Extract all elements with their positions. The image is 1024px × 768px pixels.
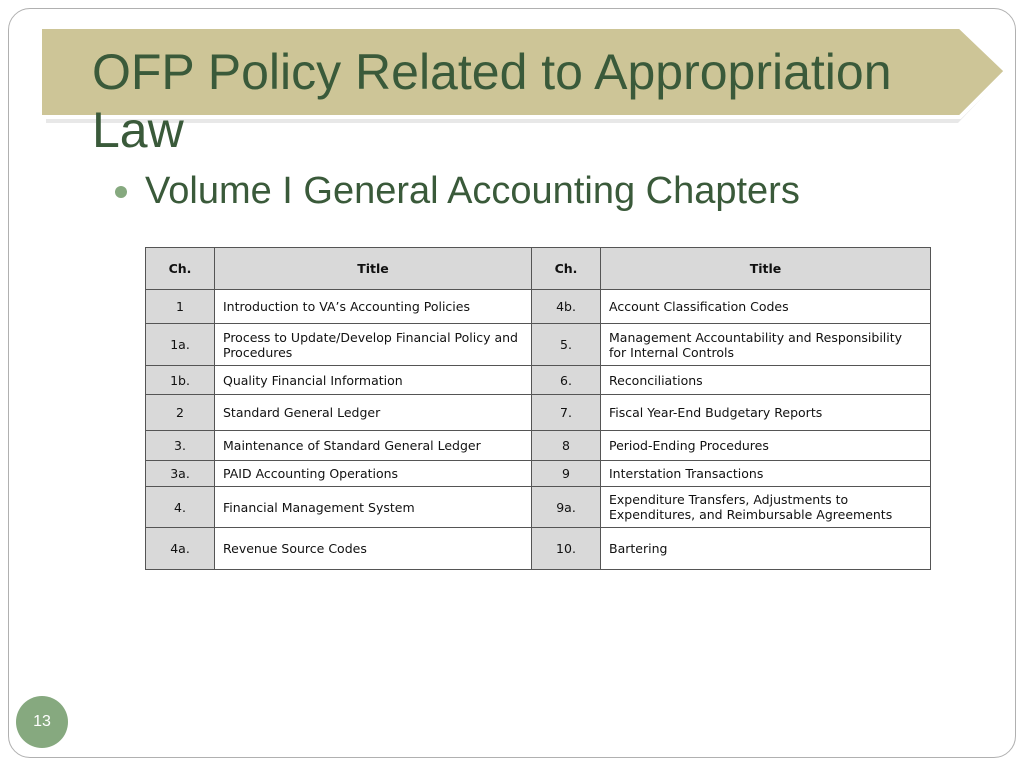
bullet-text: Volume I General Accounting Chapters [145, 170, 800, 212]
chapter-number-cell: 1 [146, 290, 215, 324]
bullet-dot-icon [115, 186, 127, 198]
chapters-table [145, 247, 931, 570]
chapter-title-cell: Reconciliations [601, 366, 931, 395]
chapter-title-cell: Interstation Transactions [601, 461, 931, 487]
table-row [146, 487, 931, 528]
chapter-title-cell: PAID Accounting Operations [215, 461, 532, 487]
chapter-title-cell: Standard General Ledger [215, 395, 532, 431]
chapter-title-cell: Expenditure Transfers, Adjustments to Expenditures, and Reimbursable Agreements [601, 487, 931, 528]
chapter-title-cell: Management Accountability and Responsibility for Internal Controls [601, 324, 931, 366]
chapter-title-cell: Process to Update/Develop Financial Policy and Procedures [215, 324, 532, 366]
slide-title: OFP Policy Related to Appropriation Law [92, 44, 892, 158]
chapter-number-cell: 7. [532, 395, 601, 431]
chapter-title-cell: Quality Financial Information [215, 366, 532, 395]
chapter-title-cell: Introduction to VA’s Accounting Policies [215, 290, 532, 324]
header-ch-2: Ch. [532, 248, 601, 290]
table-header-row [146, 248, 931, 290]
chapter-title-cell: Financial Management System [215, 487, 532, 528]
chapter-number-cell: 2 [146, 395, 215, 431]
table-row [146, 528, 931, 570]
chapter-number-cell: 3a. [146, 461, 215, 487]
table-row [146, 324, 931, 366]
table-row [146, 395, 931, 431]
chapter-title-cell: Maintenance of Standard General Ledger [215, 431, 532, 461]
table-row [146, 431, 931, 461]
table-row [146, 366, 931, 395]
header-title-2: Title [601, 248, 931, 290]
chapter-title-cell: Fiscal Year-End Budgetary Reports [601, 395, 931, 431]
chapter-number-cell: 3. [146, 431, 215, 461]
chapter-title-cell: Bartering [601, 528, 931, 570]
chapter-number-cell: 5. [532, 324, 601, 366]
chapter-number-cell: 9 [532, 461, 601, 487]
chapter-number-cell: 4b. [532, 290, 601, 324]
table-row [146, 290, 931, 324]
chapter-number-cell: 1b. [146, 366, 215, 395]
chapter-number-cell: 4. [146, 487, 215, 528]
header-title-1: Title [215, 248, 532, 290]
chapter-title-cell: Revenue Source Codes [215, 528, 532, 570]
chapter-number-cell: 8 [532, 431, 601, 461]
chapter-title-cell: Period-Ending Procedures [601, 431, 931, 461]
chapter-number-cell: 4a. [146, 528, 215, 570]
title-banner [40, 27, 1008, 158]
chapter-number-cell: 9a. [532, 487, 601, 528]
chapter-number-cell: 1a. [146, 324, 215, 366]
table-row [146, 461, 931, 487]
chapter-number-cell: 6. [532, 366, 601, 395]
chapter-title-cell: Account Classification Codes [601, 290, 931, 324]
page-number-badge: 13 [16, 696, 68, 748]
header-ch-1: Ch. [146, 248, 215, 290]
chapter-number-cell: 10. [532, 528, 601, 570]
bullet-item [115, 170, 800, 213]
